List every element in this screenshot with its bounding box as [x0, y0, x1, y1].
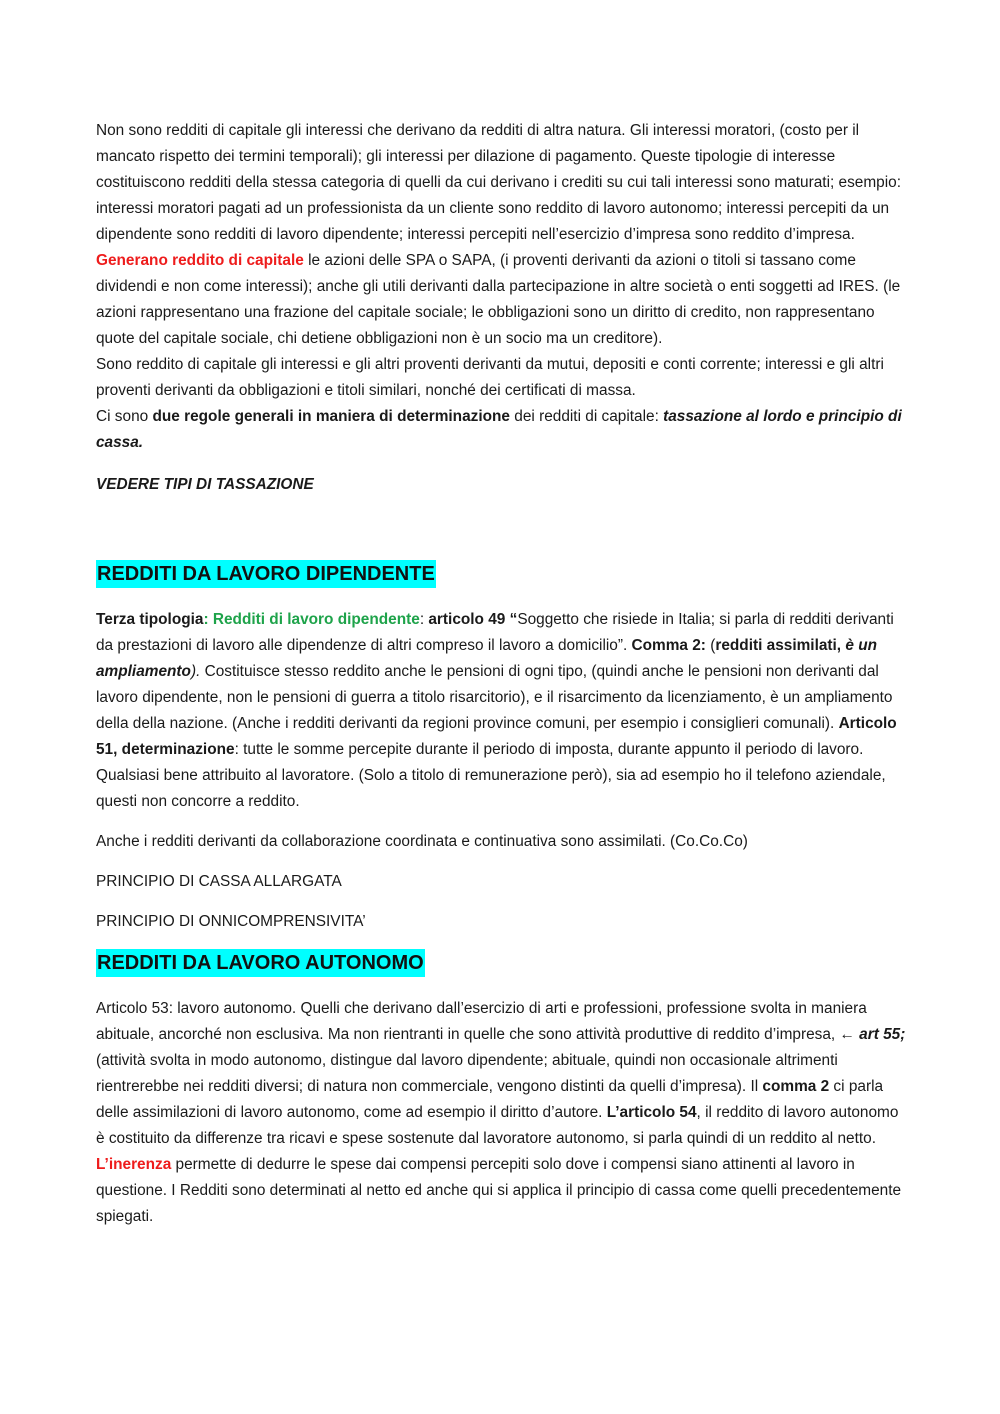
text-span: le azioni delle SPA o SAPA, (i proventi derivanti da azioni o titoli si tassano come dividendi e non come interessi); anche gli utili derivanti dalla partecipazione in altre società o enti soggetti ad IRES. (le azioni rappresentano una frazione del capitale sociale; le obbligazioni sono un diritto di credito, non rappresentano quote del capitale sociale, chi detiene obbligazioni non è un socio ma un creditore).	[96, 252, 901, 347]
bold-text: Articolo 51, determinazione	[96, 715, 897, 758]
bold-text: due regole generali in maniera di determinazione	[152, 408, 510, 425]
paragraph-terza-tipologia	[96, 607, 906, 815]
principio-cassa-allargata: PRINCIPIO DI CASSA ALLARGATA	[96, 873, 342, 890]
text-span: (	[705, 637, 716, 654]
vedere-tipi-note: VEDERE TIPI DI TASSAZIONE	[96, 476, 314, 493]
text-span: Ci sono	[96, 408, 153, 425]
text-span: Soggetto che risiede in Italia; si parla di redditi derivanti da prestazioni di lavoro alle dipendenze di altri compreso il lavoro a domicilio”.	[96, 611, 894, 654]
paragraph-cococo: Anche i redditi derivanti da collaborazione coordinata e continuativa sono assimilati. (Co.Co.Co)	[96, 833, 748, 850]
bold-italic-text: tassazione al lordo e principio di cassa.	[96, 408, 902, 451]
bold-italic-text: è un ampliamento	[96, 637, 877, 680]
document-page	[96, 118, 906, 1230]
text-span: dei redditi di capitale:	[509, 408, 664, 425]
bold-text: redditi assimilati,	[715, 637, 846, 654]
italic-text: ).	[190, 663, 201, 680]
text-span: , il reddito di lavoro autonomo è costituito da differenze tra ricavi e spese sostenute dal lavoratore autonomo, si parla quindi di un reddito al netto.	[96, 1104, 899, 1147]
paragraph-sono-reddito: Sono reddito di capitale gli interessi e gli altri proventi derivanti da mutui, depositi e conti corrente; interessi e gli altri proventi derivanti da obbligazioni e titoli similari, nonché dei certificati di massa.	[96, 356, 884, 399]
paragraph-generano-reddito	[96, 248, 906, 352]
highlight-red: L’inerenza	[96, 1156, 172, 1173]
bold-text: L’articolo 54	[606, 1104, 697, 1121]
principio-onnicomprensivita: PRINCIPIO DI ONNICOMPRENSIVITA’	[96, 913, 366, 930]
text-span: (attività svolta in modo autonomo, distingue dal lavoro dipendente; abituale, quindi non occasionale altrimenti rientrerebbe nei redditi diversi; di natura non commerciale, vengono distinti da quelli d’impresa). Il	[96, 1052, 838, 1095]
heading-wrapper	[96, 949, 906, 978]
highlight-red: Generano reddito di capitale	[96, 252, 304, 269]
paragraph-regole	[96, 404, 906, 456]
paragraph-articolo-53	[96, 996, 906, 1230]
arrow-left-icon: ←	[839, 1026, 860, 1043]
highlight-green: : Redditi di lavoro dipendente	[203, 611, 420, 628]
bold-text: articolo 49 “	[428, 611, 518, 628]
text-span: Costituisce stesso reddito anche le pensioni di ogni tipo, (quindi anche le pensioni non derivanti dal lavoro dipendente, non le pensioni di guerra a titolo risarcitorio), e il risarcimento da licenziamento, è un ampliamento della della nazione. (Anche i redditi derivanti da regioni province comuni, per esempio i consiglieri comunali).	[96, 663, 893, 732]
bold-text: comma 2	[762, 1078, 830, 1095]
text-span: permette di dedurre le spese dai compensi percepiti solo dove i compensi siano attinenti al lavoro in questione. I Redditi sono determinati al netto ed anche qui si applica il principio di cassa come quelli precedentemente spiegati.	[96, 1156, 902, 1225]
bold-text: Terza tipologia	[96, 611, 204, 628]
bold-text: Comma 2:	[631, 637, 706, 654]
section-heading-lavoro-dipendente: REDDITI DA LAVORO DIPENDENTE	[96, 560, 436, 588]
bold-italic-text: art 55;	[859, 1026, 906, 1043]
text-span: Articolo 53: lavoro autonomo. Quelli che derivano dall’esercizio di arti e professioni, professione svolta in maniera abituale, ancorché non esclusiva. Ma non rientranti in quelle che sono attività produttive di reddito d’impresa,	[96, 1000, 867, 1043]
text-span: : tutte le somme percepite durante il periodo di imposta, durante appunto il periodo di lavoro. Qualsiasi bene attribuito al lavoratore. (Solo a titolo di remunerazione però), sia ad esempio ho il telefono aziendale, questi non concorre a reddito.	[96, 741, 886, 810]
heading-wrapper	[96, 560, 906, 589]
text-span: :	[419, 611, 429, 628]
text-span: ci parla delle assimilazioni di lavoro autonomo, come ad esempio il diritto d’autore.	[96, 1078, 884, 1121]
paragraph-interessi: Non sono redditi di capitale gli interessi che derivano da redditi di altra natura. Gli interessi moratori, (costo per il mancato rispetto dei termini temporali); gli interessi per dilazione di pagamento. Queste tipologie di interesse costituiscono redditi della stessa categoria di quelli da cui derivano i crediti su cui tali interessi sono maturati; esempio: interessi moratori pagati ad un professionista da un cliente sono reddito di lavoro autonomo; interessi percepiti da un dipendente sono redditi di lavoro dipendente; interessi percepiti nell’esercizio d’impresa sono reddito d’impresa.	[96, 122, 901, 243]
section-heading-lavoro-autonomo: REDDITI DA LAVORO AUTONOMO	[96, 949, 425, 977]
